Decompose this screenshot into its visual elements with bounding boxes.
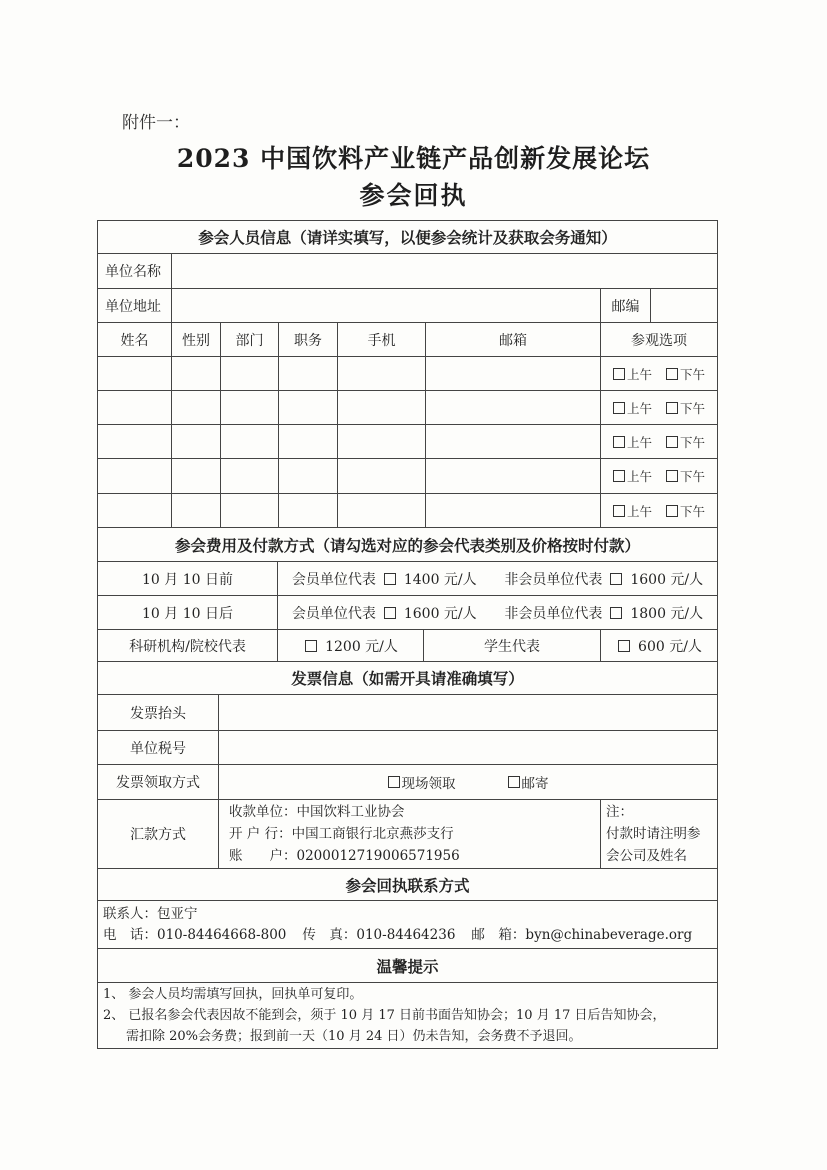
research-label: 科研机构/院校代表 bbox=[97, 629, 278, 662]
attendee-mobile-input[interactable] bbox=[337, 493, 426, 528]
attendee-mobile-input[interactable] bbox=[337, 458, 426, 494]
account-number: 账 户：0200012719006571956 bbox=[229, 848, 460, 864]
am-checkbox[interactable] bbox=[613, 470, 625, 482]
am-checkbox[interactable] bbox=[613, 402, 625, 414]
attendee-gender-input[interactable] bbox=[171, 424, 221, 459]
am-label: 上午 bbox=[626, 434, 652, 450]
attendee-gender-input[interactable] bbox=[171, 493, 221, 528]
attendee-email-input[interactable] bbox=[425, 356, 601, 391]
attendee-email-input[interactable] bbox=[425, 493, 601, 528]
tips-content bbox=[97, 982, 718, 1049]
attendee-title-input[interactable] bbox=[278, 390, 338, 425]
nonmember-early-checkbox[interactable] bbox=[610, 573, 622, 585]
am-label: 上午 bbox=[626, 400, 652, 416]
attendee-name-input[interactable] bbox=[97, 458, 172, 494]
attendee-dept-input[interactable] bbox=[220, 390, 279, 425]
student-price: 600 元/人 bbox=[638, 638, 702, 655]
pm-checkbox[interactable] bbox=[666, 470, 678, 482]
org-address-label: 单位地址 bbox=[97, 288, 172, 323]
am-label: 上午 bbox=[626, 366, 652, 382]
col-header-visit-options: 参观选项 bbox=[600, 322, 718, 357]
pm-checkbox[interactable] bbox=[666, 368, 678, 380]
org-name-input[interactable] bbox=[171, 253, 718, 289]
pm-checkbox[interactable] bbox=[666, 436, 678, 448]
contact-section-header: 参会回执联系方式 bbox=[97, 868, 718, 901]
attendee-mobile-input[interactable] bbox=[337, 390, 426, 425]
payee: 收款单位：中国饮料工业协会 bbox=[229, 804, 405, 820]
attendee-dept-input[interactable] bbox=[220, 493, 279, 528]
note-line: 注： bbox=[606, 804, 633, 820]
invoice-title-label: 发票抬头 bbox=[97, 694, 219, 731]
mail-pickup-label: 邮寄 bbox=[521, 776, 549, 792]
visit-options bbox=[600, 493, 718, 528]
am-checkbox[interactable] bbox=[613, 436, 625, 448]
attendee-section-header: 参会人员信息（请详实填写，以便参会统计及获取会务通知） bbox=[97, 220, 718, 254]
am-checkbox[interactable] bbox=[613, 368, 625, 380]
pm-label: 下午 bbox=[680, 366, 706, 382]
col-header-name: 姓名 bbox=[97, 322, 172, 357]
member-late-checkbox[interactable] bbox=[384, 607, 396, 619]
nonmember-label: 非会员单位代表 bbox=[504, 605, 603, 622]
contact-details bbox=[97, 900, 718, 949]
attendee-title-input[interactable] bbox=[278, 493, 338, 528]
visit-options bbox=[600, 458, 718, 494]
pm-label: 下午 bbox=[680, 469, 706, 484]
mail-pickup-checkbox[interactable] bbox=[508, 776, 520, 788]
visit-options bbox=[600, 356, 718, 391]
attendee-gender-input[interactable] bbox=[171, 458, 221, 494]
research-option bbox=[277, 629, 424, 662]
member-label: 会员单位代表 bbox=[291, 571, 376, 588]
member-label: 会员单位代表 bbox=[291, 605, 376, 622]
attendee-gender-input[interactable] bbox=[171, 356, 221, 391]
attendee-email-input[interactable] bbox=[425, 458, 601, 494]
attendee-mobile-input[interactable] bbox=[337, 356, 426, 391]
attendee-dept-input[interactable] bbox=[220, 458, 279, 494]
contact-email[interactable]: 邮 箱：byn@chinabeverage.org bbox=[471, 926, 693, 943]
attendee-title-input[interactable] bbox=[278, 424, 338, 459]
attendee-name-input[interactable] bbox=[97, 493, 172, 528]
invoice-title-input[interactable] bbox=[218, 694, 718, 731]
form-subtitle: 参会回执 bbox=[359, 181, 468, 210]
research-checkbox[interactable] bbox=[305, 640, 317, 652]
member-early-checkbox[interactable] bbox=[384, 573, 396, 585]
nonmember-price: 1600 元/人 bbox=[630, 571, 704, 588]
attendee-name-input[interactable] bbox=[97, 390, 172, 425]
invoice-pickup-label: 发票领取方式 bbox=[97, 764, 219, 800]
attendee-email-input[interactable] bbox=[425, 424, 601, 459]
nonmember-label: 非会员单位代表 bbox=[504, 571, 603, 588]
onsite-pickup-label: 现场领取 bbox=[401, 776, 456, 792]
attendee-title-input[interactable] bbox=[278, 458, 338, 494]
invoice-section-header: 发票信息（如需开具请准确填写） bbox=[97, 661, 718, 695]
nonmember-price: 1800 元/人 bbox=[630, 605, 704, 622]
tip-line: 需扣除 20%会务费；报到前一天（10 月 24 日）仍未告知，会务费不予退回。 bbox=[126, 1029, 582, 1044]
tip-line: 1、 参会人员均需填写回执，回执单可复印。 bbox=[103, 987, 363, 1002]
visit-options bbox=[600, 424, 718, 459]
attendee-dept-input[interactable] bbox=[220, 356, 279, 391]
fee-section-header: 参会费用及付款方式（请勾选对应的参会代表类别及价格按时付款） bbox=[97, 527, 718, 562]
col-header-title: 职务 bbox=[278, 322, 338, 357]
pm-label: 下午 bbox=[680, 503, 706, 519]
am-checkbox[interactable] bbox=[613, 505, 625, 517]
tip-line: 2、 已报名参会代表因故不能到会，须于 10 月 17 日前书面告知协会；10 月 17 日后告知协会， bbox=[103, 1008, 666, 1023]
attendee-dept-input[interactable] bbox=[220, 424, 279, 459]
attendee-name-input[interactable] bbox=[97, 424, 172, 459]
member-price: 1600 元/人 bbox=[403, 605, 477, 622]
fee-options-early bbox=[277, 561, 718, 596]
student-option bbox=[600, 629, 718, 662]
bank: 开 户 行：中国工商银行北京燕莎支行 bbox=[229, 826, 454, 842]
tax-id-label: 单位税号 bbox=[97, 730, 219, 765]
form-title: 2023 中国饮料产业链产品创新发展论坛 bbox=[176, 144, 651, 173]
pm-label: 下午 bbox=[680, 434, 706, 450]
contact-phone: 电 话：010-84464668-800 bbox=[103, 926, 287, 943]
onsite-pickup-checkbox[interactable] bbox=[388, 776, 400, 788]
col-header-dept: 部门 bbox=[220, 322, 279, 357]
fee-period-late: 10 月 10 日后 bbox=[97, 595, 278, 630]
attendee-name-input[interactable] bbox=[97, 356, 172, 391]
org-address-input[interactable] bbox=[171, 288, 601, 323]
tax-id-input[interactable] bbox=[218, 730, 718, 765]
col-header-mobile: 手机 bbox=[337, 322, 426, 357]
col-header-email: 邮箱 bbox=[425, 322, 601, 357]
pm-label: 下午 bbox=[680, 400, 706, 416]
tips-section-header: 温馨提示 bbox=[97, 948, 718, 983]
attendee-gender-input[interactable] bbox=[171, 390, 221, 425]
pm-checkbox[interactable] bbox=[666, 402, 678, 414]
note-line: 会公司及姓名 bbox=[606, 848, 687, 864]
invoice-pickup-options bbox=[218, 764, 718, 800]
remittance-label: 汇款方式 bbox=[97, 799, 219, 869]
student-label: 学生代表 bbox=[423, 629, 601, 662]
col-header-gender: 性别 bbox=[171, 322, 221, 357]
research-price: 1200 元/人 bbox=[325, 638, 398, 655]
visit-options bbox=[600, 390, 718, 425]
attendee-email-input[interactable] bbox=[425, 390, 601, 425]
attendee-mobile-input[interactable] bbox=[337, 424, 426, 459]
am-label: 上午 bbox=[626, 469, 652, 484]
contact-person: 联系人：包亚宁 bbox=[103, 905, 198, 922]
member-price: 1400 元/人 bbox=[403, 571, 477, 588]
contact-fax: 传 真：010-84464236 bbox=[302, 926, 456, 943]
note-line: 付款时请注明参 bbox=[606, 826, 701, 842]
student-checkbox[interactable] bbox=[618, 640, 630, 652]
attendee-title-input[interactable] bbox=[278, 356, 338, 391]
remittance-details bbox=[218, 799, 601, 869]
postcode-input[interactable] bbox=[650, 288, 718, 323]
attachment-label: 附件一： bbox=[122, 113, 190, 133]
pm-checkbox[interactable] bbox=[666, 505, 678, 517]
am-label: 上午 bbox=[626, 503, 652, 519]
remittance-note bbox=[600, 799, 718, 869]
org-name-label: 单位名称 bbox=[97, 253, 172, 289]
postcode-label: 邮编 bbox=[600, 288, 651, 323]
nonmember-late-checkbox[interactable] bbox=[610, 607, 622, 619]
fee-options-late bbox=[277, 595, 718, 630]
fee-period-early: 10 月 10 日前 bbox=[97, 561, 278, 596]
